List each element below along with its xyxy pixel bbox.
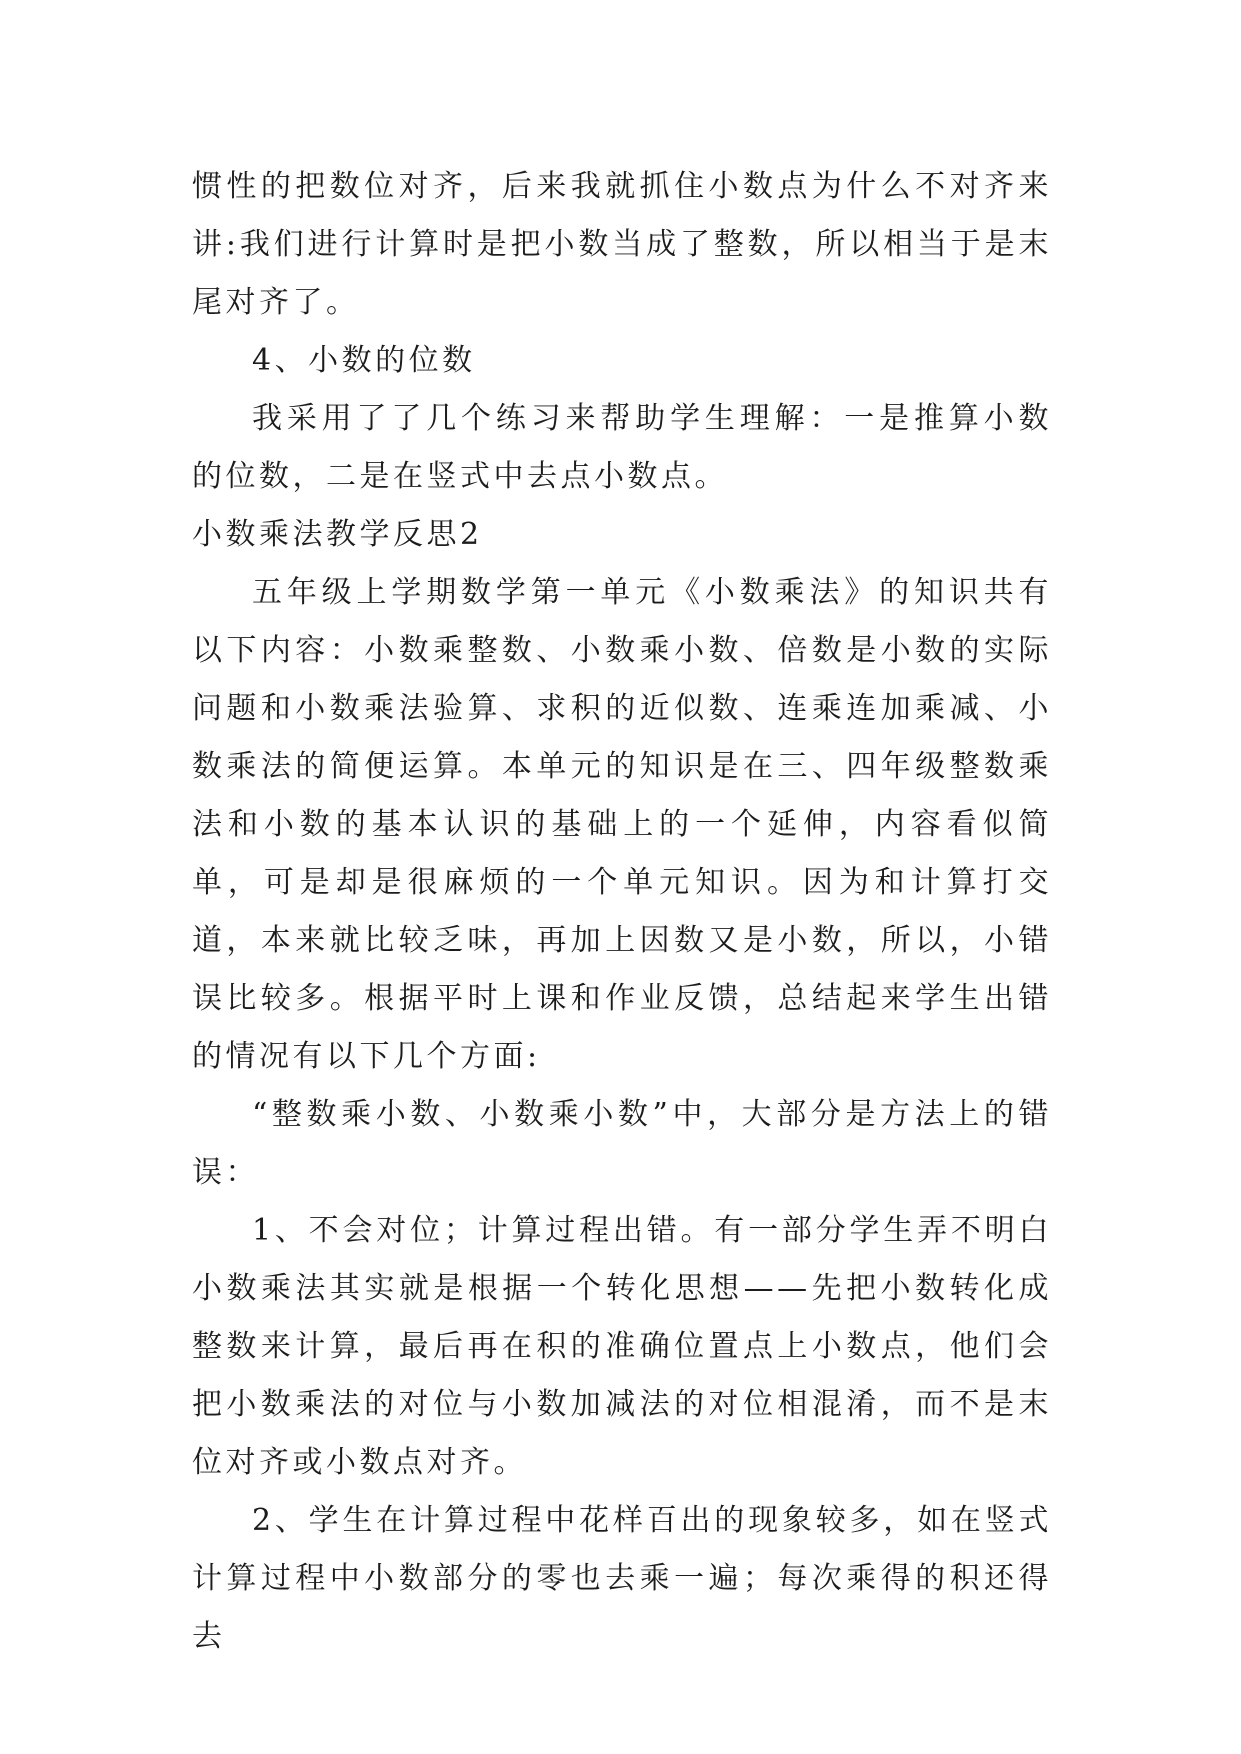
list-item-alignment-error: 1、不会对位；计算过程出错。有一部分学生弄不明白小数乘法其实就是根据一个转化思想——先把小数转化成整数来计算，最后再在积的准确位置点上小数点，他们会把小数乘法的对位与小数加减法的对位相混淆，而不是末位对齐或小数点对齐。: [192, 1213, 1052, 1480]
list-item-decimal-places: 4、小数的位数: [252, 343, 476, 378]
list-item-calculation-error: 2、学生在计算过程中花样百出的现象较多，如在竖式计算过程中小数部分的零也去乘一遍；每次乘得的积还得去: [192, 1503, 1052, 1654]
paragraph-practice: 我采用了了几个练习来帮助学生理解：一是推算小数的位数，二是在竖式中去点小数点。: [192, 401, 1052, 494]
document-page: [192, 158, 1052, 1666]
paragraph-method-errors: “整数乘小数、小数乘小数”中，大部分是方法上的错误：: [192, 1097, 1052, 1190]
paragraph-continuation: 惯性的把数位对齐，后来我就抓住小数点为什么不对齐来讲:我们进行计算时是把小数当成了整数，所以相当于是末尾对齐了。: [192, 169, 1052, 320]
section-heading: 小数乘法教学反思2: [192, 517, 483, 552]
paragraph-unit-overview: 五年级上学期数学第一单元《小数乘法》的知识共有以下内容：小数乘整数、小数乘小数、倍数是小数的实际问题和小数乘法验算、求积的近似数、连乘连加乘减、小数乘法的简便运算。本单元的知识是在三、四年级整数乘法和小数的基本认识的基础上的一个延伸，内容看似简单，可是却是很麻烦的一个单元知识。因为和计算打交道，本来就比较乏味，再加上因数又是小数，所以，小错误比较多。根据平时上课和作业反馈，总结起来学生出错的情况有以下几个方面:: [192, 575, 1052, 1074]
